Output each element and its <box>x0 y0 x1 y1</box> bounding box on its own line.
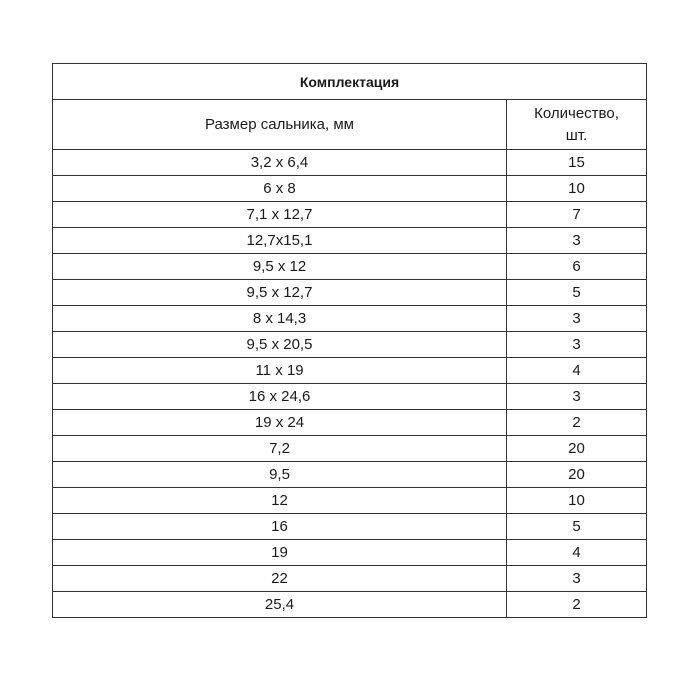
seal-size-cell: 9,5 х 12,7 <box>53 280 507 306</box>
table-row <box>53 540 647 566</box>
table-title: Комплектация <box>53 64 647 100</box>
equipment-table <box>52 63 647 618</box>
quantity-cell: 3 <box>507 306 647 332</box>
quantity-cell: 3 <box>507 566 647 592</box>
seal-size-cell: 6 х 8 <box>53 176 507 202</box>
table-row <box>53 592 647 618</box>
quantity-cell: 3 <box>507 332 647 358</box>
quantity-cell: 20 <box>507 462 647 488</box>
seal-size-cell: 9,5 х 12 <box>53 254 507 280</box>
table-row <box>53 306 647 332</box>
seal-size-cell: 19 <box>53 540 507 566</box>
quantity-cell: 4 <box>507 358 647 384</box>
table-row <box>53 384 647 410</box>
table-title-row <box>53 64 647 100</box>
quantity-cell: 10 <box>507 488 647 514</box>
quantity-cell: 20 <box>507 436 647 462</box>
quantity-cell: 6 <box>507 254 647 280</box>
seal-size-cell: 22 <box>53 566 507 592</box>
quantity-cell: 2 <box>507 410 647 436</box>
column-header-quantity <box>507 100 647 150</box>
column-header-quantity-line1: Количество, <box>534 104 619 122</box>
seal-size-cell: 25,4 <box>53 592 507 618</box>
quantity-cell: 3 <box>507 384 647 410</box>
table-row <box>53 514 647 540</box>
quantity-cell: 7 <box>507 202 647 228</box>
seal-size-cell: 9,5 х 20,5 <box>53 332 507 358</box>
table-row <box>53 462 647 488</box>
seal-size-cell: 7,1 х 12,7 <box>53 202 507 228</box>
quantity-cell: 4 <box>507 540 647 566</box>
seal-size-cell: 3,2 х 6,4 <box>53 150 507 176</box>
table-row <box>53 202 647 228</box>
table-row <box>53 436 647 462</box>
seal-size-cell: 7,2 <box>53 436 507 462</box>
quantity-cell: 5 <box>507 514 647 540</box>
column-header-quantity-line2: шт. <box>565 126 588 144</box>
table-row <box>53 566 647 592</box>
table-row <box>53 176 647 202</box>
table-row <box>53 254 647 280</box>
seal-size-cell: 12,7х15,1 <box>53 228 507 254</box>
table-row <box>53 358 647 384</box>
seal-size-cell: 16 х 24,6 <box>53 384 507 410</box>
table-row <box>53 150 647 176</box>
quantity-cell: 5 <box>507 280 647 306</box>
table-row <box>53 280 647 306</box>
seal-size-cell: 11 х 19 <box>53 358 507 384</box>
table-row <box>53 410 647 436</box>
seal-size-cell: 8 х 14,3 <box>53 306 507 332</box>
quantity-cell: 15 <box>507 150 647 176</box>
seal-size-cell: 16 <box>53 514 507 540</box>
column-header-size: Размер сальника, мм <box>53 100 507 150</box>
table-row <box>53 488 647 514</box>
seal-size-cell: 9,5 <box>53 462 507 488</box>
quantity-cell: 3 <box>507 228 647 254</box>
table-header-row <box>53 100 647 150</box>
quantity-cell: 2 <box>507 592 647 618</box>
seal-size-cell: 19 х 24 <box>53 410 507 436</box>
table-row <box>53 332 647 358</box>
seal-size-cell: 12 <box>53 488 507 514</box>
table-row <box>53 228 647 254</box>
quantity-cell: 10 <box>507 176 647 202</box>
